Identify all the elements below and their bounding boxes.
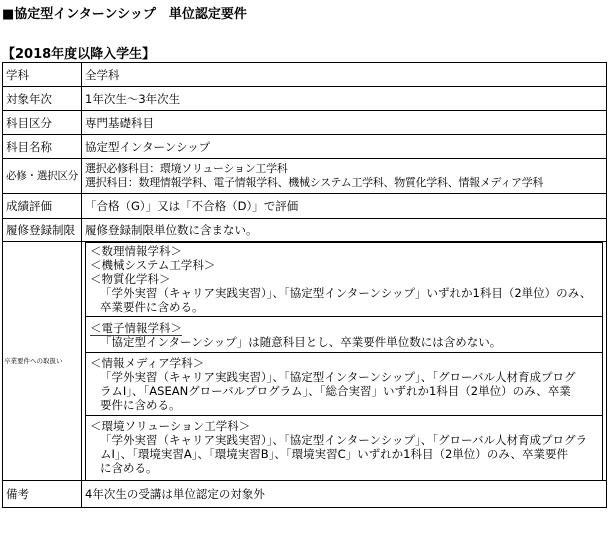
- table-row: [3, 481, 607, 508]
- department-block: [86, 416, 603, 481]
- row-value: 1年次生～3年次生: [82, 87, 607, 111]
- underlined-header: ＜電子情報学科＞: [90, 321, 182, 335]
- department-text: 要件に含める。: [100, 398, 181, 412]
- row-label: 成績評価: [3, 194, 82, 219]
- row-value: 履修登録制限単位数に含まない。: [82, 219, 607, 242]
- department-block: [86, 243, 603, 317]
- department-text: に含める。: [100, 461, 158, 475]
- department-text: 「学外実習（キャリア実践実習）」、「協定型インターンシップ」、「グローバル人材育成プログ: [100, 370, 576, 384]
- department-header: [89, 321, 599, 335]
- table-row: [3, 135, 607, 159]
- row-label: 対象年次: [3, 87, 82, 111]
- page-title: ■協定型インターンシップ 単位認定要件: [2, 7, 247, 22]
- department-block: [86, 317, 603, 353]
- table-row: [3, 111, 607, 135]
- row-value: 4年次生の受講は単位認定の対象外: [82, 481, 607, 508]
- row-value: 「合格（G）」又は「不合格（D）」で評価: [82, 194, 607, 219]
- table-row: [3, 87, 607, 111]
- value-line: 選択必修科目：環境ソリューション工学科: [85, 162, 288, 175]
- row-value: [82, 159, 607, 194]
- department-header: ＜数理情報学科＞: [90, 244, 182, 258]
- row-label: 科目名称: [3, 135, 82, 159]
- table-row: [3, 219, 607, 242]
- row-value: 全学科: [82, 63, 607, 87]
- table-row: [3, 242, 607, 481]
- department-text: 「協定型インターンシップ」は随意科目とし、卒業要件単位数には含めない。: [100, 335, 502, 349]
- row-label: 学科: [3, 63, 82, 87]
- section-heading: 【2018年度以降入学生】: [2, 47, 156, 62]
- department-block: [86, 353, 603, 416]
- row-label: 備考: [3, 481, 82, 508]
- row-value: 専門基礎科目: [82, 111, 607, 135]
- table-row: [3, 63, 607, 87]
- department-blocks: [85, 242, 603, 480]
- row-label: 卒業要件への取扱い: [3, 242, 82, 481]
- department-text: 「学外実習（キャリア実践実習）」、「協定型インターンシップ」、「グローバル人材育成プログラ: [100, 433, 587, 447]
- row-value: 協定型インターンシップ: [82, 135, 607, 159]
- table-row: [3, 159, 607, 194]
- row-label: 履修登録制限: [3, 219, 82, 242]
- table-row: [3, 194, 607, 219]
- department-text: 卒業要件に含める。: [100, 300, 204, 314]
- requirements-table: [2, 62, 607, 508]
- department-header: ＜情報メディア学科＞: [90, 356, 205, 370]
- row-label: 科目区分: [3, 111, 82, 135]
- department-text: ラムⅠ」、「ASEANグローバルプログラム」、「総合実習」いずれか1科目（2単位）のみ、卒業: [100, 384, 571, 398]
- department-header: ＜機械システム工学科＞: [90, 258, 216, 272]
- department-text: 「学外実習（キャリア実践実習）」、「協定型インターンシップ」いずれか1科目（2単位）のみ、: [100, 286, 592, 300]
- value-line: 選択科目：数理情報学科、電子情報学科、機械システム工学科、物質化学科、情報メディア学科: [85, 176, 544, 189]
- department-header: ＜物質化学科＞: [90, 272, 171, 286]
- department-text: ムⅠ」、「環境実習A」、「環境実習B」、「環境実習C」いずれか1科目（2単位）のみ、卒業要件: [100, 447, 568, 461]
- row-value: [82, 242, 607, 481]
- department-header: ＜環境ソリューション工学科＞: [90, 419, 251, 433]
- row-label: 必修・選択区分: [3, 159, 82, 194]
